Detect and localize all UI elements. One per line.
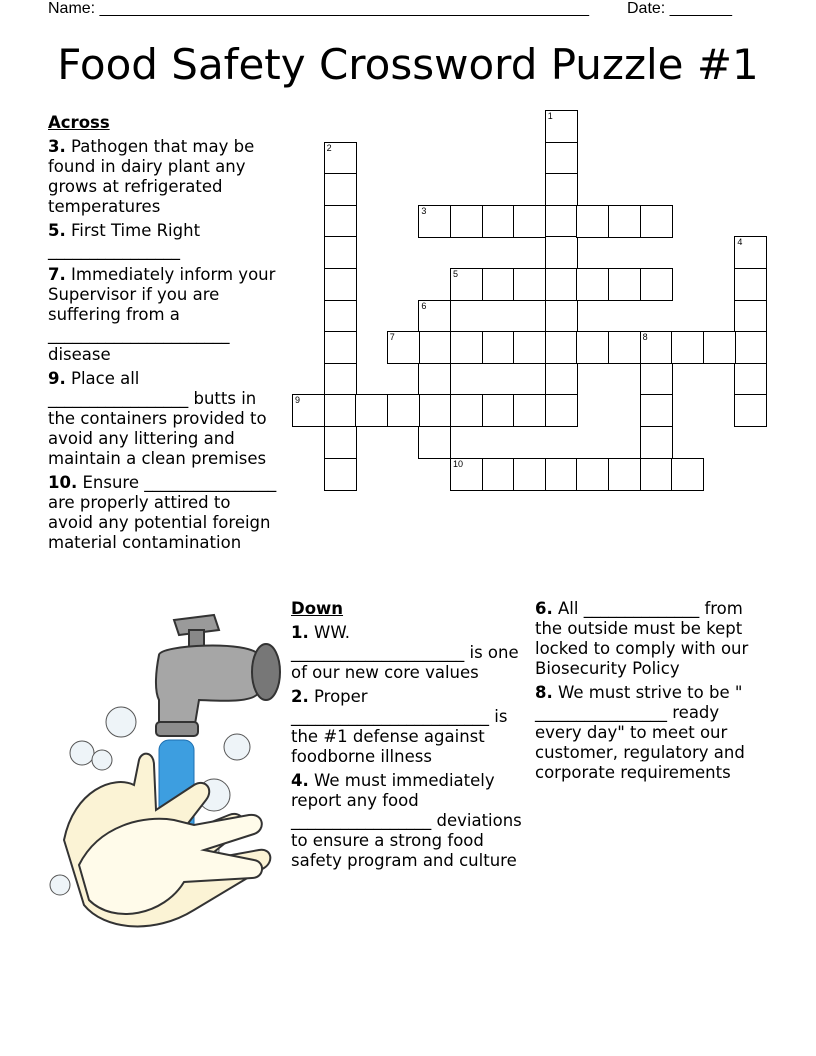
crossword-cell[interactable] [576, 205, 609, 238]
clue-number: 1. [291, 623, 309, 642]
crossword-cell[interactable] [545, 205, 578, 238]
clue-number: 10. [48, 473, 78, 492]
crossword-cell[interactable] [355, 394, 388, 427]
clue-number: 6. [535, 599, 553, 618]
clue-text: Pathogen that may be found in dairy plant any grows at refrigerated temperatures [48, 137, 260, 216]
crossword-cell[interactable] [545, 363, 578, 396]
crossword-cell[interactable] [513, 268, 546, 301]
clue-text: WW. _____________________ is one of our new core values [291, 623, 524, 682]
cell-number: 6 [421, 300, 427, 311]
crossword-cell[interactable] [545, 394, 578, 427]
crossword-cell[interactable] [640, 205, 673, 238]
crossword-cell[interactable] [324, 173, 357, 206]
crossword-cell[interactable] [513, 458, 546, 491]
crossword-cell[interactable] [608, 331, 641, 364]
crossword-cell[interactable] [734, 268, 767, 301]
crossword-cell[interactable] [387, 331, 420, 364]
crossword-cell[interactable] [545, 236, 578, 269]
crossword-cell[interactable] [482, 458, 515, 491]
crossword-cell[interactable] [513, 394, 546, 427]
crossword-cell[interactable] [450, 205, 483, 238]
cell-number: 2 [326, 142, 332, 153]
crossword-cell[interactable] [545, 458, 578, 491]
clue-text: We must strive to be " ________________ ready every day" to meet our customer, regulatory and corporate requirements [535, 683, 751, 782]
cell-number: 7 [389, 332, 395, 343]
down-clue-2 [291, 687, 526, 767]
crossword-cell[interactable] [671, 458, 704, 491]
down-clue-6 [535, 599, 770, 679]
crossword-cell[interactable] [418, 363, 451, 396]
crossword-cell[interactable] [545, 268, 578, 301]
crossword-cell[interactable] [640, 394, 673, 427]
crossword-cell[interactable] [324, 236, 357, 269]
crossword-cell[interactable] [608, 268, 641, 301]
crossword-cell[interactable] [576, 268, 609, 301]
crossword-cell[interactable] [545, 300, 578, 333]
handwashing-faucet-icon [44, 610, 289, 940]
crossword-cell[interactable] [576, 331, 609, 364]
crossword-cell[interactable] [640, 458, 673, 491]
down-clue-1 [291, 623, 526, 683]
clue-text: Immediately inform your Supervisor if you are suffering from a ______________________ disease [48, 265, 281, 364]
cell-number: 3 [421, 205, 427, 216]
crossword-cell[interactable] [640, 331, 673, 364]
crossword-cell[interactable] [324, 458, 357, 491]
crossword-cell[interactable] [671, 331, 704, 364]
crossword-cell[interactable] [324, 268, 357, 301]
cell-number: 8 [642, 332, 648, 343]
crossword-cell[interactable] [324, 331, 357, 364]
clue-text: Proper ________________________ is the #1 defense against foodborne illness [291, 687, 513, 766]
clue-number: 4. [291, 771, 309, 790]
clue-text: Ensure ________________ are properly attired to avoid any potential foreign material contamination [48, 473, 282, 552]
crossword-cell[interactable] [576, 458, 609, 491]
clue-text: We must immediately report any food _________________ deviations to ensure a strong food safety program and culture [291, 771, 528, 870]
crossword-cell[interactable] [418, 300, 451, 333]
crossword-cell[interactable] [513, 331, 546, 364]
crossword-cell[interactable] [418, 205, 451, 238]
clue-number: 7. [48, 265, 66, 284]
cell-number: 10 [453, 458, 464, 469]
crossword-cell[interactable] [640, 363, 673, 396]
crossword-cell[interactable] [418, 426, 451, 459]
crossword-cell[interactable] [545, 331, 578, 364]
cell-number: 9 [295, 395, 301, 406]
crossword-cell[interactable] [450, 331, 483, 364]
crossword-cell[interactable] [324, 300, 357, 333]
crossword-cell[interactable] [734, 363, 767, 396]
clue-number: 8. [535, 683, 553, 702]
crossword-cell[interactable] [324, 142, 357, 175]
across-clue-10 [48, 473, 280, 553]
crossword-cell[interactable] [734, 300, 767, 333]
across-clues [48, 113, 280, 557]
crossword-cell[interactable] [734, 331, 767, 364]
clue-number: 9. [48, 369, 66, 388]
clue-number: 5. [48, 221, 66, 240]
crossword-cell[interactable] [513, 205, 546, 238]
crossword-cell[interactable] [545, 142, 578, 175]
crossword-cell[interactable] [640, 268, 673, 301]
clue-text: Place all _________________ butts in the containers provided to avoid any littering and maintain a clean premises [48, 369, 272, 468]
down-clue-4 [291, 771, 526, 871]
crossword-cell[interactable] [482, 394, 515, 427]
clue-number: 2. [291, 687, 309, 706]
crossword-cell[interactable] [450, 458, 483, 491]
down-clue-8 [535, 683, 770, 783]
down-heading: Down [291, 599, 344, 618]
crossword-cell[interactable] [387, 394, 420, 427]
page-title: Food Safety Crossword Puzzle #1 [57, 40, 759, 89]
crossword-cell[interactable] [324, 363, 357, 396]
across-heading: Across [48, 113, 110, 132]
crossword-cell[interactable] [418, 331, 451, 364]
crossword-cell[interactable] [640, 426, 673, 459]
crossword-cell[interactable] [482, 331, 515, 364]
crossword-cell[interactable] [450, 394, 483, 427]
across-clue-3 [48, 137, 280, 217]
crossword-cell[interactable] [324, 426, 357, 459]
crossword-cell[interactable] [545, 173, 578, 206]
down-clues-continued [535, 599, 770, 787]
crossword-cell[interactable] [292, 394, 325, 427]
down-clues [291, 599, 526, 875]
crossword-cell[interactable] [734, 236, 767, 269]
crossword-cell[interactable] [482, 205, 515, 238]
crossword-cell[interactable] [703, 331, 736, 364]
clue-number: 3. [48, 137, 66, 156]
crossword-cell[interactable] [324, 394, 357, 427]
clue-text: First Time Right ________________ [48, 221, 206, 260]
crossword-cell[interactable] [608, 458, 641, 491]
cell-number: 1 [547, 111, 553, 121]
crossword-cell[interactable] [482, 268, 515, 301]
cell-number: 5 [453, 269, 459, 279]
crossword-cell[interactable] [608, 205, 641, 238]
cell-number: 4 [737, 237, 743, 248]
across-clue-5 [48, 221, 280, 261]
crossword-cell[interactable] [545, 110, 578, 143]
clue-text: All ______________ from the outside must be kept locked to comply with our Biosecurity Policy [535, 599, 754, 678]
crossword-cell[interactable] [324, 205, 357, 238]
across-clue-7 [48, 265, 280, 365]
name-line: Name: _______________________________________________________ [48, 0, 589, 17]
crossword-cell[interactable] [418, 394, 451, 427]
date-line: Date: _______ [627, 0, 732, 17]
across-clue-9 [48, 369, 280, 469]
crossword-cell[interactable] [450, 268, 483, 301]
crossword-cell[interactable] [734, 394, 767, 427]
